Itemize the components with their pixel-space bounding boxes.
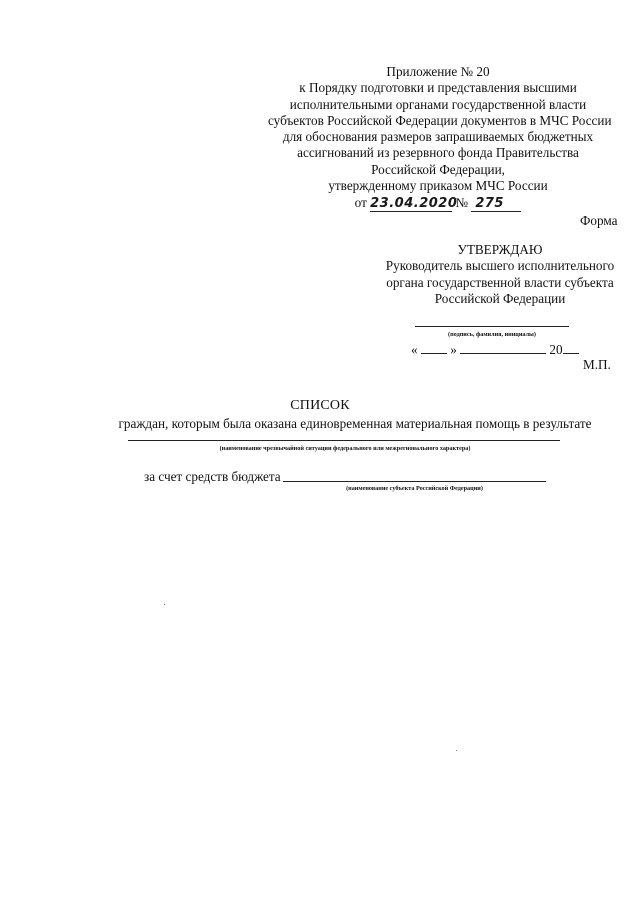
signature-line	[415, 326, 569, 327]
appendix-line: исполнительными органами государственной власти	[289, 96, 587, 112]
scan-speck	[164, 604, 165, 605]
scan-speck	[456, 750, 457, 751]
appendix-line: субъектов Российской Федерации документов в МЧС России	[268, 112, 612, 128]
appendix-line: к Порядку подготовки и представления высшими	[299, 80, 577, 96]
appendix-line: ассигнований из резервного фонда Правительства	[297, 145, 579, 161]
approval-line: органа государственной власти субъекта	[386, 274, 614, 290]
day-blank	[421, 341, 447, 354]
order-date-row	[268, 195, 608, 212]
approval-block	[362, 242, 638, 307]
order-date-handwritten: 23.04.2020	[370, 196, 458, 212]
signature-caption: (подпись, фамилия, инициалы)	[448, 331, 536, 338]
approval-line: Руководитель высшего исполнительного	[385, 258, 615, 274]
subject-name-line	[283, 481, 546, 482]
appendix-header	[268, 64, 612, 212]
quote-open: «	[411, 342, 418, 357]
approval-heading: УТВЕРЖДАЮ	[457, 242, 543, 257]
appendix-line: утвержденному приказом МЧС России	[328, 178, 548, 194]
form-label: Форма	[580, 213, 618, 228]
month-blank	[460, 341, 546, 354]
budget-label: за счет средств бюджета	[144, 469, 281, 484]
emergency-caption: (наименование чрезвычайной ситуации федерального или межрегионального характера)	[219, 445, 471, 452]
document-title: СПИСОК	[290, 398, 350, 413]
approval-line: Российской Федерации	[434, 290, 566, 306]
quote-close: »	[450, 342, 457, 357]
year-blank	[563, 341, 579, 354]
order-number-handwritten: 275	[471, 197, 521, 212]
appendix-title: Приложение № 20	[386, 64, 490, 79]
year-prefix: 20	[549, 342, 563, 357]
appendix-line: для обоснования размеров запрашиваемых бюджетных	[282, 129, 594, 145]
approval-date-line	[411, 341, 579, 358]
emergency-name-line	[128, 440, 560, 441]
stamp-place: М.П.	[583, 357, 611, 372]
number-prefix: №	[455, 195, 469, 211]
appendix-line: Российской Федерации,	[371, 161, 505, 177]
date-prefix: от	[354, 195, 367, 211]
subject-caption: (наименование субъекта Российской Федерации)	[346, 485, 483, 492]
document-subtitle: граждан, которым была оказана единовременная материальная помощь в результате	[118, 416, 592, 431]
